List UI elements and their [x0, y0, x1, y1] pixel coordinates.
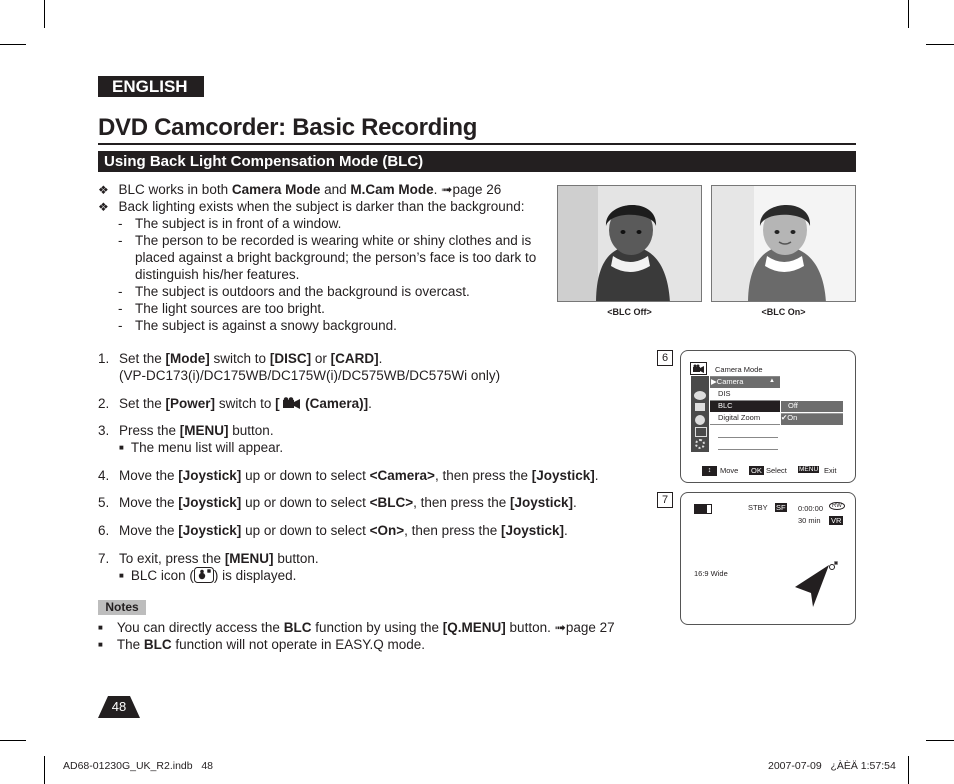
screen-7-standby-display	[680, 492, 856, 625]
child-photo-off-image	[558, 186, 702, 302]
rw-disc-badge: RW	[829, 502, 845, 510]
crop-mark-tl-h	[0, 44, 26, 45]
tv-icon	[695, 427, 707, 437]
intro-sub-2-cont: placed against a bright background; the person’s face is too dark to	[135, 250, 537, 265]
intro-sub-text: The subject is in front of a window.	[135, 216, 342, 231]
note-key: BLC	[143, 637, 172, 652]
step-text: Move the	[119, 523, 179, 538]
footer-date: 2007-07-09 ¿ÀÈÄ 1:57:54	[768, 760, 896, 772]
section-title: Using Back Light Compensation Mode (BLC)	[98, 151, 856, 172]
camera-mode-icon	[690, 362, 707, 375]
step-number: 5.	[98, 495, 110, 510]
step-text: Set the	[119, 351, 166, 366]
photo-blc-on	[711, 185, 856, 302]
crop-mark-tl-v	[44, 0, 45, 28]
step-text: To exit, press the	[119, 551, 225, 566]
step-1	[98, 350, 382, 367]
step-text: button.	[228, 423, 274, 438]
intro-b1-camera-mode: Camera Mode	[231, 182, 321, 197]
intro-sub-4: - The light sources are too bright.	[118, 301, 325, 316]
option-on-label: ✔On	[781, 413, 798, 422]
step-key: <Camera>	[369, 468, 435, 483]
notes-label: Notes	[98, 600, 146, 615]
step-7	[98, 550, 319, 567]
step-text: up or down to select	[241, 468, 370, 483]
step-key: <On>	[369, 523, 405, 538]
intro-b1-pre: BLC works in both	[118, 182, 232, 197]
screen-7-number: 7	[657, 492, 673, 508]
intro-b1-and: and	[320, 182, 351, 197]
aspect-ratio-label: 16:9 Wide	[694, 569, 728, 578]
gear-icon	[695, 439, 705, 449]
crop-mark-tr-h	[926, 44, 954, 45]
step-text: , then press the	[413, 495, 510, 510]
step-text: Set the	[119, 396, 166, 411]
stby-label: STBY	[748, 503, 768, 512]
nav-move: Move	[720, 466, 739, 475]
step-number: 6.	[98, 523, 110, 538]
step-number: 4.	[98, 468, 110, 483]
intro-b1-mcam: M.Cam Mode	[350, 182, 434, 197]
step-text: .	[594, 468, 599, 483]
intro-sub-text: The subject is outdoors and the background is overcast.	[135, 284, 470, 299]
clock-icon	[695, 415, 705, 425]
menu-key-icon: MENU	[799, 466, 819, 473]
menu-item-camera-label: ▶Camera	[711, 377, 744, 386]
step-number: 7.	[98, 551, 110, 566]
step-text: or	[311, 351, 331, 366]
step-text: , then press the	[404, 523, 501, 538]
menu-item-blc-label: BLC	[718, 401, 733, 410]
menu-empty-row	[718, 426, 778, 438]
note-text: You can directly access the	[116, 620, 284, 635]
diamond-bullet-icon: ❖	[98, 200, 109, 214]
title-divider	[98, 143, 856, 145]
square-bullet-icon: ■	[98, 623, 103, 632]
step-sub-text: BLC icon (	[130, 568, 194, 583]
step-number: 1.	[98, 351, 110, 366]
camera-icon	[695, 403, 705, 411]
vr-badge: VR	[831, 516, 842, 525]
note-text: function will not operate in EASY.Q mode.	[171, 637, 426, 652]
sf-badge: SF	[776, 503, 786, 512]
step-key: [Joystick]	[509, 495, 573, 510]
step-4	[98, 467, 599, 484]
note-text: button. ➟page 27	[505, 620, 615, 635]
move-icon: ↕	[702, 466, 717, 476]
step-text: .	[573, 495, 577, 510]
step-7-sub	[119, 567, 296, 584]
time-counter: 0:00:00	[798, 504, 824, 513]
step-sub-text: The menu list will appear.	[130, 440, 284, 455]
step-3-sub	[119, 439, 283, 456]
step-key: [Joystick]	[531, 468, 595, 483]
crop-mark-bl-v	[44, 756, 45, 784]
step-key: [	[275, 396, 284, 411]
crop-mark-bl-h	[0, 740, 26, 741]
menu-empty-row	[718, 438, 778, 450]
intro-sub-text: The person to be recorded is wearing white or shiny clothes and is	[135, 233, 532, 248]
step-text: up or down to select	[241, 495, 370, 510]
step-key: (Camera)]	[301, 396, 369, 411]
square-bullet-icon: ■	[119, 571, 124, 580]
screen-6-menu-display	[680, 350, 856, 483]
note-text: function by using the	[311, 620, 443, 635]
step-key: [CARD]	[330, 351, 379, 366]
step-1-models: (VP-DC173(i)/DC175WB/DC175W(i)/DC575WB/DC575Wi only)	[119, 368, 501, 383]
crop-mark-tr-v	[908, 0, 909, 28]
step-key: [Joystick]	[178, 495, 242, 510]
blc-icon	[194, 567, 214, 583]
intro-b1-page: . ➟page 26	[433, 182, 502, 197]
step-5	[98, 494, 577, 511]
step-key: [Mode]	[165, 351, 210, 366]
caption-blc-on: <BLC On>	[761, 307, 806, 317]
disc-icon	[694, 391, 706, 400]
menu-item-text: Camera	[716, 377, 744, 386]
nav-exit: Exit	[824, 466, 837, 475]
step-key: [Joystick]	[500, 523, 564, 538]
step-text: up or down to select	[241, 523, 370, 538]
caption-blc-off: <BLC Off>	[607, 307, 652, 317]
crop-mark-br-h	[926, 740, 954, 741]
intro-sub-3: - The subject is outdoors and the background is overcast.	[118, 284, 470, 299]
note-2	[98, 636, 425, 653]
footer-file: AD68-01230G_UK_R2.indb 48	[63, 760, 214, 772]
intro-sub-text: The subject is against a snowy background.	[135, 318, 397, 333]
step-text: .	[564, 523, 568, 538]
note-key: BLC	[283, 620, 312, 635]
battery-icon	[694, 504, 712, 514]
scroll-up-icon: ▲	[769, 378, 775, 384]
intro-bullet-2	[98, 198, 525, 216]
child-photo-on-image	[712, 186, 856, 302]
step-text: Press the	[119, 423, 180, 438]
step-text: button.	[273, 551, 319, 566]
language-tab: ENGLISH	[98, 76, 204, 97]
photo-blc-off	[557, 185, 702, 302]
remaining-time: 30 min	[798, 516, 821, 525]
video-camera-icon	[283, 397, 301, 409]
crop-mark-br-v	[908, 756, 909, 784]
intro-b2-text: Back lighting exists when the subject is darker than the background:	[118, 199, 525, 214]
step-number: 3.	[98, 423, 110, 438]
step-text: Move the	[119, 468, 179, 483]
step-text: switch to	[215, 396, 276, 411]
step-key: <BLC>	[369, 495, 414, 510]
step-text: switch to	[209, 351, 270, 366]
diamond-bullet-icon: ❖	[98, 183, 109, 197]
menu-item-dis[interactable]: DIS	[718, 389, 731, 398]
step-text: Move the	[119, 495, 179, 510]
square-bullet-icon: ■	[98, 640, 103, 649]
intro-bullet-1	[98, 181, 501, 199]
step-text: .	[368, 396, 372, 411]
menu-header: Camera Mode	[715, 365, 763, 374]
pointer-arrow-icon	[791, 563, 833, 614]
note-text: The	[116, 637, 144, 652]
step-key: [DISC]	[269, 351, 312, 366]
intro-sub-1: - The subject is in front of a window.	[118, 216, 342, 231]
ok-key-icon: OK	[751, 466, 762, 475]
page-number: 48	[111, 699, 127, 714]
step-2	[98, 395, 372, 412]
intro-sub-2-cont2: distinguish his/her features.	[135, 267, 300, 282]
step-sub-text: ) is displayed.	[213, 568, 297, 583]
menu-item-digital-zoom[interactable]: Digital Zoom	[718, 413, 761, 422]
step-key: [Joystick]	[178, 468, 242, 483]
square-bullet-icon: ■	[119, 443, 124, 452]
step-key: [MENU]	[179, 423, 229, 438]
step-text: , then press the	[434, 468, 532, 483]
intro-sub-5: - The subject is against a snowy background.	[118, 318, 397, 333]
step-text: .	[378, 351, 383, 366]
step-key: [MENU]	[224, 551, 274, 566]
intro-sub-2: - The person to be recorded is wearing white or shiny clothes and is	[118, 233, 532, 248]
option-off-label: Off	[788, 401, 798, 410]
step-key: [Joystick]	[178, 523, 242, 538]
screen-6-number: 6	[657, 350, 673, 366]
note-1	[98, 619, 615, 636]
intro-sub-text: The light sources are too bright.	[135, 301, 325, 316]
step-6	[98, 522, 568, 539]
nav-select: Select	[766, 466, 787, 475]
note-key: [Q.MENU]	[442, 620, 506, 635]
step-key: [Power]	[165, 396, 216, 411]
page-title: DVD Camcorder: Basic Recording	[98, 114, 478, 141]
step-number: 2.	[98, 396, 110, 411]
step-3	[98, 422, 274, 439]
